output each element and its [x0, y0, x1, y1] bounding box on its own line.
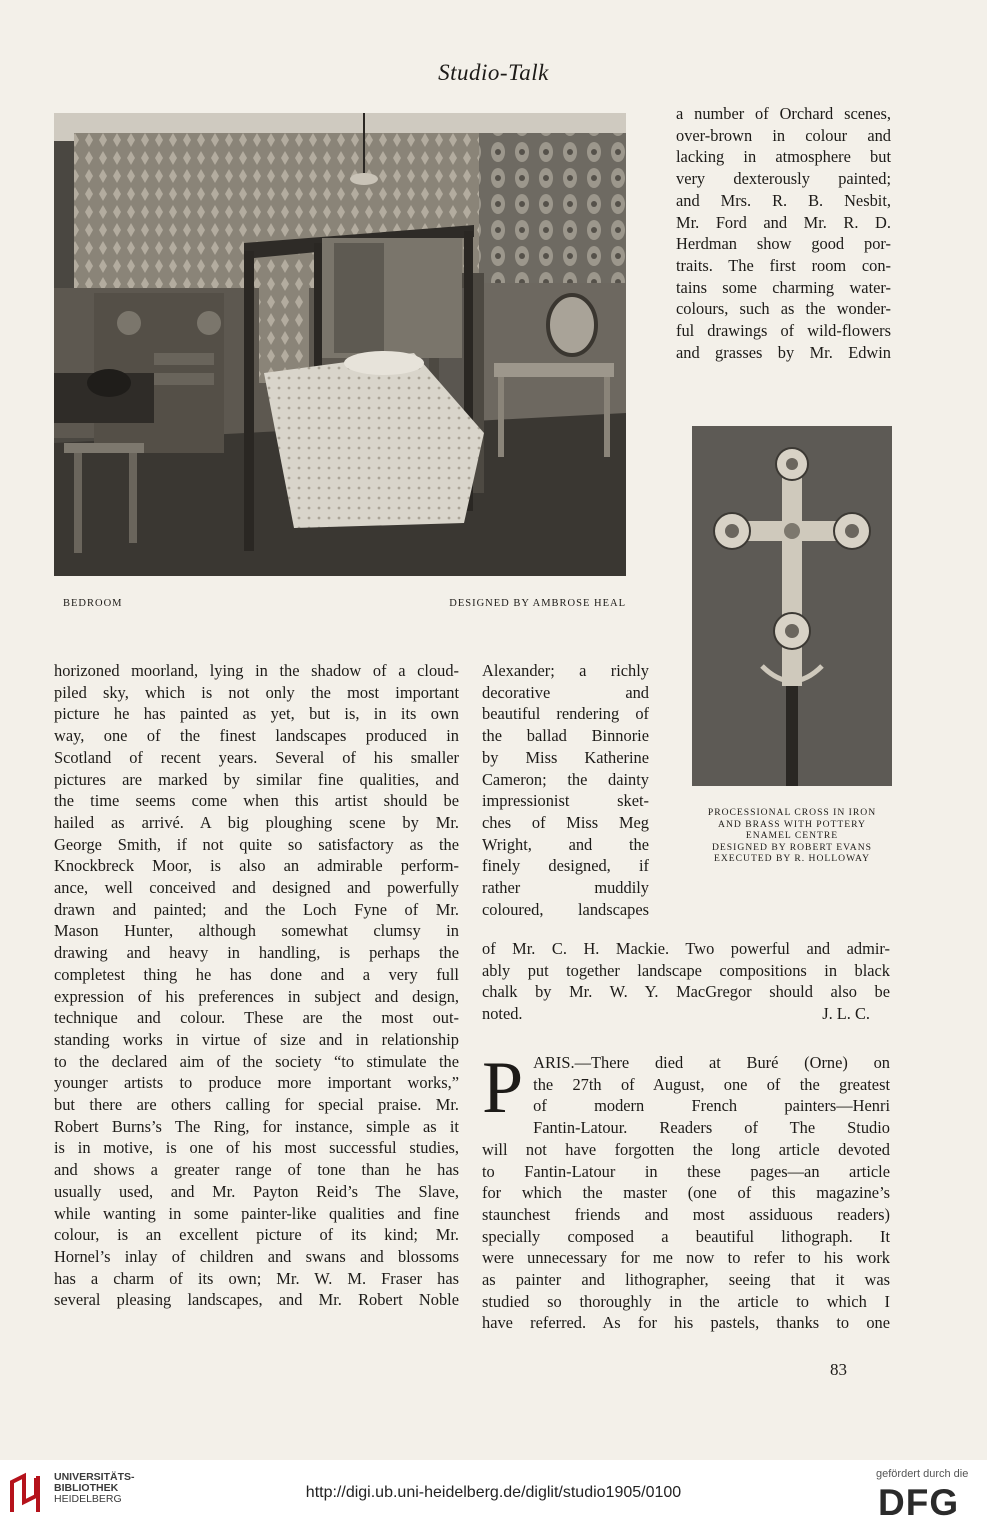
- text-line: of Mr. C. H. Mackie. Two powerful and admir-: [482, 939, 890, 958]
- text-line: colour, is an excellent picture of its kind; Mr.: [54, 1225, 459, 1245]
- text-line: the ballad Binnorie: [482, 726, 649, 746]
- text-line: and grasses by Mr. Edwin: [676, 342, 891, 362]
- text-line: way, one of the finest landscapes produced in: [54, 726, 459, 746]
- text-line: the 27th of August, one of the greatest: [533, 1074, 890, 1094]
- text-line: finely designed, if: [482, 856, 649, 876]
- text-line: technique and colour. These are the most out-: [54, 1008, 459, 1028]
- text-line: drawn and painted; and the Loch Fyne of Mr.: [54, 899, 459, 919]
- text-line: studied so thoroughly in the article to which I: [482, 1291, 890, 1311]
- funded-by-label: gefördert durch die: [876, 1468, 969, 1480]
- text-line: several pleasing landscapes, and Mr. Robert Noble: [54, 1290, 459, 1310]
- text-line: coloured, landscapes: [482, 899, 649, 919]
- text-line: hailed as arrivé. A big ploughing scene by Mr.: [54, 812, 459, 832]
- text-line: ance, well conceived and designed and powerfully: [54, 878, 459, 898]
- text-line: have referred. As for his pastels, thanks to one: [482, 1313, 890, 1333]
- text-line: has a charm of its own; Mr. W. M. Fraser has: [54, 1268, 459, 1288]
- text-line: Wright, and the: [482, 834, 649, 854]
- text-line: picture he has painted as yet, but is, in its own: [54, 704, 459, 724]
- text-line: horizoned moorland, lying in the shadow of a cloud-: [54, 661, 459, 680]
- paris-section: [482, 1047, 890, 1334]
- top-right-column: [676, 103, 891, 363]
- page-number: 83: [830, 1360, 847, 1379]
- running-title: Studio-Talk: [438, 60, 549, 85]
- text-line: pictures are marked by similar fine qualities, and: [54, 769, 459, 789]
- dfg-logo: DFG: [878, 1482, 960, 1523]
- text-line: beautiful rendering of: [482, 704, 649, 724]
- text-line: tains some charming water-: [676, 277, 891, 297]
- text-line: staunchest friends and most assiduous readers): [482, 1204, 890, 1224]
- text-line: decorative and: [482, 682, 649, 702]
- text-line: a number of Orchard scenes,: [676, 104, 891, 123]
- text-line: very dexterously painted;: [676, 169, 891, 189]
- text-line: rather muddily: [482, 878, 649, 898]
- text-line: piled sky, which is not only the most important: [54, 682, 459, 702]
- bedroom-caption-title: BEDROOM: [63, 598, 123, 609]
- noted-text: noted.: [482, 1004, 523, 1024]
- text-line: Mason Hunter, although somewhat clumsy in: [54, 921, 459, 941]
- text-line: Herdman show good por-: [676, 234, 891, 254]
- text-line: Fantin-Latour. Readers of The Studio: [533, 1118, 890, 1138]
- text-line: standing works in virtue of size and in relationship: [54, 1029, 459, 1049]
- library-name-line: UNIVERSITÄTS-: [54, 1471, 135, 1483]
- text-line: the time seems come when this artist should be: [54, 791, 459, 811]
- text-line: Hornel’s inlay of children and swans and blossoms: [54, 1246, 459, 1266]
- left-column: [54, 660, 459, 1311]
- text-line: expression of his preferences in subject and design,: [54, 986, 459, 1006]
- text-line: George Smith, if not quite so satisfactory as the: [54, 834, 459, 854]
- bedroom-photo: [54, 113, 626, 576]
- text-line: Alexander; a richly: [482, 661, 649, 680]
- text-line: Mr. Ford and Mr. R. D.: [676, 212, 891, 232]
- text-line: and shows a greater range of tone than he has: [54, 1160, 459, 1180]
- text-line: Knockbreck Moor, is also an admirable perform-: [54, 856, 459, 876]
- text-line: by Miss Katherine: [482, 747, 649, 767]
- drop-cap: P: [482, 1047, 524, 1129]
- bedroom-caption-credit: DESIGNED BY AMBROSE HEAL: [449, 598, 626, 609]
- text-line: drawing and heavy in handling, is perhaps the: [54, 943, 459, 963]
- text-line: usually used, and Mr. Payton Reid’s The Slave,: [54, 1181, 459, 1201]
- text-line: of modern French painters—Henri: [533, 1096, 890, 1116]
- middle-column: [482, 660, 649, 920]
- middle-wide-column: [482, 938, 890, 1025]
- text-line: for which the master (one of this magazine’s: [482, 1183, 890, 1203]
- text-line: specially composed a beautiful lithograph. It: [482, 1226, 890, 1246]
- text-line: completest thing he has done and a very full: [54, 964, 459, 984]
- text-line: chalk by Mr. W. Y. MacGregor should also be: [482, 982, 890, 1002]
- text-line: colours, such as the wonder-: [676, 299, 891, 319]
- text-line: and Mrs. R. B. Nesbit,: [676, 190, 891, 210]
- text-line: ful drawings of wild-flowers: [676, 321, 891, 341]
- library-name-line: HEIDELBERG: [54, 1493, 122, 1505]
- signature: J. L. C.: [822, 1004, 870, 1024]
- permalink[interactable]: http://digi.ub.uni-heidelberg.de/diglit/studio1905/0100: [305, 1484, 682, 1501]
- text-line: lacking in atmosphere but: [676, 147, 891, 167]
- text-line: ably put together landscape compositions in black: [482, 960, 890, 980]
- text-line: as painter and lithographer, seeing that it was: [482, 1270, 890, 1290]
- text-line: is in motive, is one of his most successful studies,: [54, 1138, 459, 1158]
- cross-caption-line: PROCESSIONAL CROSS IN IRON: [707, 807, 877, 818]
- cross-caption-line: EXECUTED BY R. HOLLOWAY: [713, 853, 871, 864]
- text-line: ches of Miss Meg: [482, 812, 649, 832]
- library-name-line: BIBLIOTHEK: [54, 1482, 119, 1494]
- text-line: Robert Burns’s The Ring, for instance, simple as it: [54, 1116, 459, 1136]
- text-line: younger artists to produce more important works,”: [54, 1073, 459, 1093]
- text-line: to the declared aim of the society “to stimulate the: [54, 1051, 459, 1071]
- text-line: traits. The first room con-: [676, 255, 891, 275]
- text-line: over-brown in colour and: [676, 125, 891, 145]
- text-line: to Fantin-Latour in these pages—an article: [482, 1161, 890, 1181]
- cross-caption: [692, 807, 892, 865]
- text-line: impressionist sket-: [482, 791, 649, 811]
- noted-line: [482, 1003, 890, 1025]
- text-line: Scotland of recent years. Several of his smaller: [54, 747, 459, 767]
- text-line: ARIS.—There died at Buré (Orne) on: [533, 1053, 890, 1072]
- text-line: Cameron; the dainty: [482, 769, 649, 789]
- text-line: but there are others calling for special praise. Mr.: [54, 1095, 459, 1115]
- cross-caption-line: ENAMEL CENTRE: [745, 830, 839, 841]
- text-line: while wanting in some painter-like qualities and fine: [54, 1203, 459, 1223]
- cross-caption-line: AND BRASS WITH POTTERY: [718, 818, 866, 830]
- processional-cross-photo: [692, 426, 892, 786]
- text-line: were unnecessary for me now to refer to his work: [482, 1248, 890, 1268]
- digitization-footer: [0, 1460, 987, 1539]
- cross-caption-line: DESIGNED BY ROBERT EVANS: [712, 841, 872, 853]
- text-line: will not have forgotten the long article devoted: [482, 1139, 890, 1159]
